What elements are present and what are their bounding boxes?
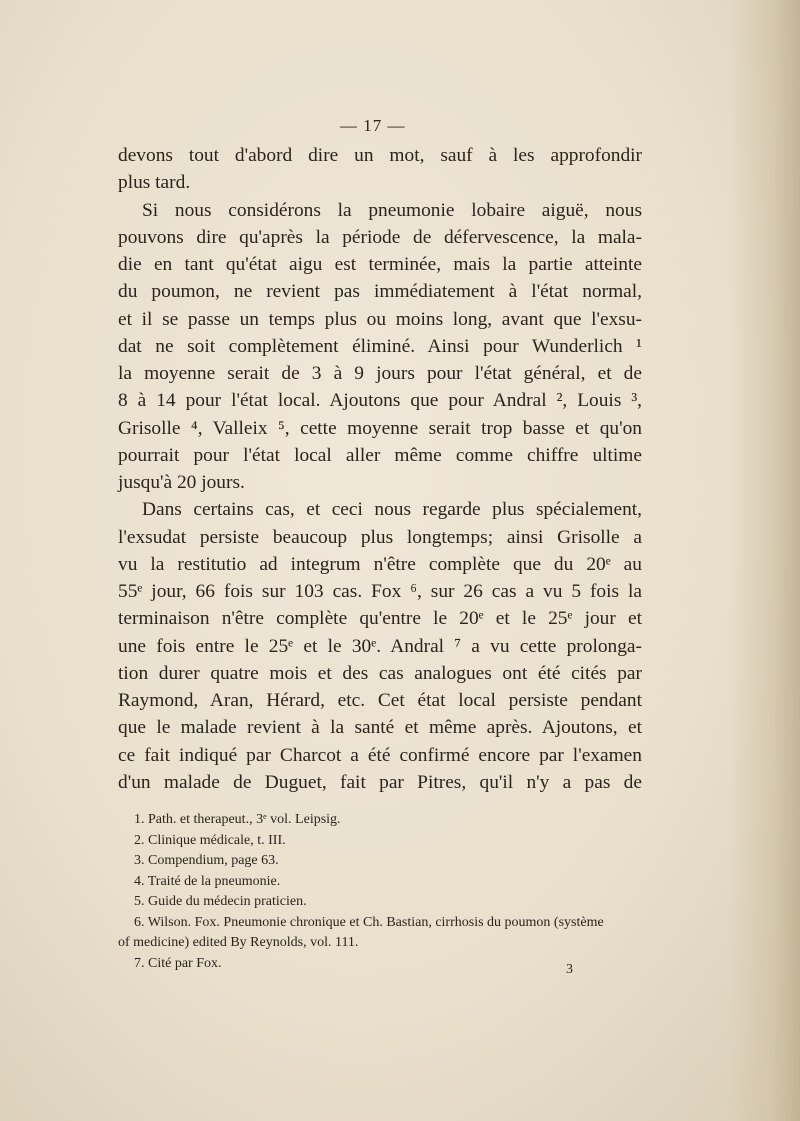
footnote: 7. Cité par Fox.: [134, 955, 222, 971]
body-line: la moyenne serait de 3 à 9 jours pour l'état général, et de: [118, 363, 642, 384]
body-line: Raymond, Aran, Hérard, etc. Cet état local persiste pendant: [118, 690, 642, 711]
body-line: jusqu'à 20 jours.: [118, 472, 245, 493]
footnote: 5. Guide du médecin praticien.: [134, 894, 307, 909]
body-line: Grisolle ⁴, Valleix ⁵, cette moyenne serait trop basse et qu'on: [118, 417, 642, 439]
page-number: — 17 —: [340, 116, 406, 135]
body-line: 55ᵉ jour, 66 fois sur 103 cas. Fox ⁶, sur 26 cas a vu 5 fois la: [118, 581, 642, 602]
body-line: dat ne soit complètement éliminé. Ainsi pour Wunderlich ¹: [118, 335, 642, 357]
body-line: Si nous considérons la pneumonie lobaire aiguë, nous: [142, 199, 642, 221]
body-line: et il se passe un temps plus ou moins long, avant que l'exsu-: [118, 308, 642, 330]
body-line: l'exsudat persiste beaucoup plus longtemps; ainsi Grisolle a: [118, 526, 642, 548]
body-line: terminaison n'être complète qu'entre le 20ᵉ et le 25ᵉ jour et: [118, 608, 642, 630]
body-line: Dans certains cas, et ceci nous regarde plus spécialement,: [142, 499, 642, 521]
body-line: plus tard.: [118, 172, 191, 194]
footnotes: [118, 810, 642, 974]
body-line: vu la restitutio ad integrum n'être complète que du 20ᵉ au: [118, 553, 642, 575]
body-line: ce fait indiqué par Charcot a été confirmé encore par l'examen: [118, 744, 642, 766]
footnote: 3. Compendium, page 63.: [134, 853, 279, 868]
body-line: d'un malade de Duguet, fait par Pitres, qu'il n'y a pas de: [118, 771, 642, 793]
body-line: devons tout d'abord dire un mot, sauf à les approfondir: [118, 145, 642, 166]
footnote: 1. Path. et therapeut., 3ᵉ vol. Leipsig.: [134, 812, 341, 827]
body-line: 8 à 14 pour l'état local. Ajoutons que pour Andral ², Louis ³,: [118, 390, 642, 412]
body-line: du poumon, ne revient pas immédiatement à l'état normal,: [118, 281, 642, 303]
body-text: [118, 142, 642, 796]
footnote: 4. Traité de la pneumonie.: [134, 873, 281, 889]
body-line: pourrait pour l'état local aller même comme chiffre ultime: [118, 444, 642, 466]
page-edge-shadow: [730, 0, 800, 1121]
footnote: 6. Wilson. Fox. Pneumonie chronique et Ch. Bastian, cirrhosis du poumon (système: [134, 914, 604, 930]
body-line: que le malade revient à la santé et même après. Ajoutons, et: [118, 717, 642, 739]
body-line: pouvons dire qu'après la période de défervescence, la mala-: [118, 226, 642, 248]
footnote: 2. Clinique médicale, t. III.: [134, 832, 286, 848]
body-line: die en tant qu'état aigu est terminée, mais la partie atteinte: [118, 254, 642, 275]
signature-mark: 3: [566, 962, 573, 977]
body-line: une fois entre le 25ᵉ et le 30ᵉ. Andral ⁷ a vu cette prolonga-: [118, 635, 642, 657]
footnote-continuation: of medicine) edited By Reynolds, vol. 111.: [118, 935, 359, 950]
body-line: tion durer quatre mois et des cas analogues ont été cités par: [118, 662, 642, 684]
